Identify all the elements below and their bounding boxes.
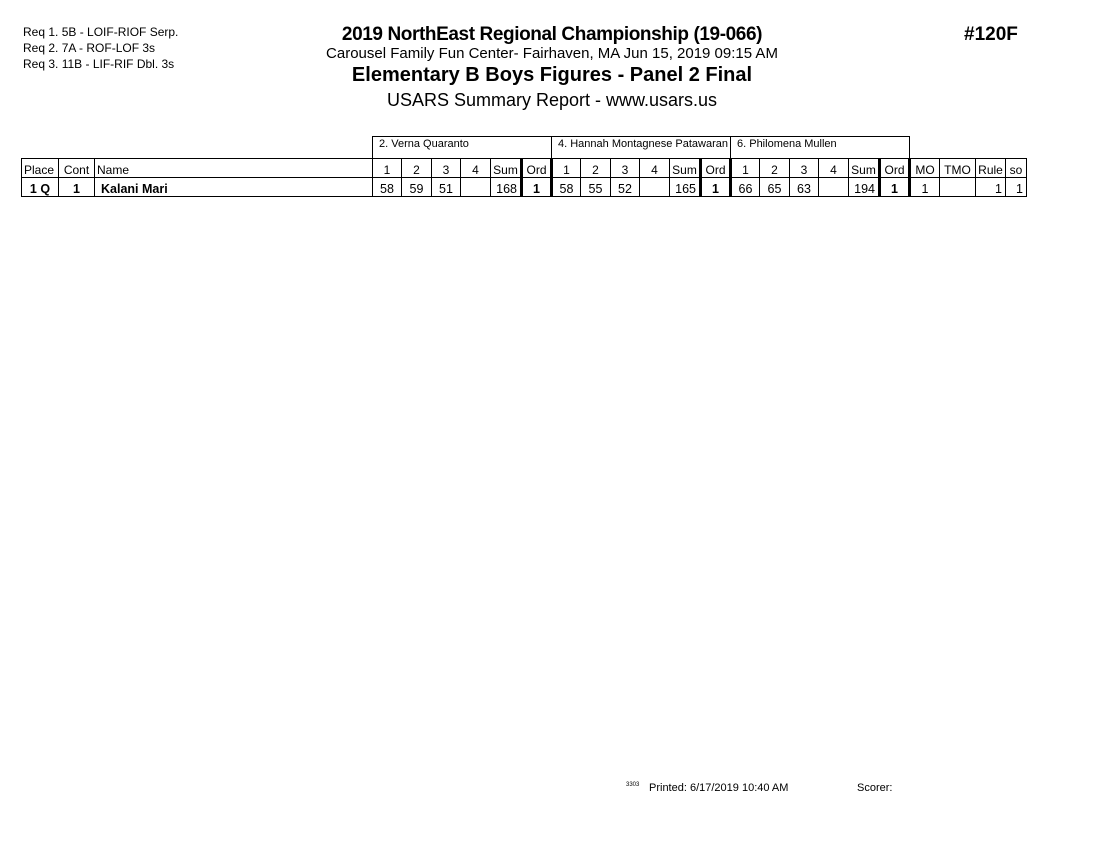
j1-ordinal: 1 bbox=[522, 178, 552, 197]
col-tmo: TMO bbox=[940, 159, 976, 178]
column-header-row bbox=[22, 159, 1027, 178]
col-j1-4: 4 bbox=[461, 159, 491, 178]
j1-sum: 168 bbox=[491, 178, 522, 197]
col-j1-1: 1 bbox=[373, 159, 402, 178]
col-j2-4: 4 bbox=[640, 159, 670, 178]
col-rule: Rule bbox=[976, 159, 1006, 178]
j2-score-2: 55 bbox=[581, 178, 611, 197]
mo-cell: 1 bbox=[910, 178, 940, 197]
j3-sum: 194 bbox=[849, 178, 880, 197]
col-name: Name bbox=[95, 159, 373, 178]
col-j3-ord: Ord bbox=[880, 159, 910, 178]
printed-timestamp: Printed: 6/17/2019 10:40 AM bbox=[649, 782, 789, 794]
col-place: Place bbox=[22, 159, 59, 178]
col-j2-1: 1 bbox=[552, 159, 581, 178]
tmo-cell bbox=[940, 178, 976, 197]
skater-name: Kalani Mari bbox=[95, 178, 373, 197]
j2-score-4 bbox=[640, 178, 670, 197]
report-title: USARS Summary Report - www.usars.us bbox=[386, 90, 718, 110]
col-j2-ord: Ord bbox=[701, 159, 731, 178]
col-j2-3: 3 bbox=[611, 159, 640, 178]
col-j2-sum: Sum bbox=[670, 159, 701, 178]
col-j3-1: 1 bbox=[731, 159, 760, 178]
panel-judge-1: 2. Verna Quaranto bbox=[373, 137, 552, 159]
col-mo: MO bbox=[910, 159, 940, 178]
footer-code: 3303 bbox=[626, 782, 640, 788]
col-j1-sum: Sum bbox=[491, 159, 522, 178]
j2-ordinal: 1 bbox=[701, 178, 731, 197]
j3-score-2: 65 bbox=[760, 178, 790, 197]
col-j3-2: 2 bbox=[760, 159, 790, 178]
col-cont: Cont bbox=[59, 159, 95, 178]
j2-score-1: 58 bbox=[552, 178, 581, 197]
j3-score-3: 63 bbox=[790, 178, 819, 197]
col-j1-ord: Ord bbox=[522, 159, 552, 178]
j2-score-3: 52 bbox=[611, 178, 640, 197]
j2-sum: 165 bbox=[670, 178, 701, 197]
j1-score-1: 58 bbox=[373, 178, 402, 197]
panel-judge-3: 6. Philomena Mullen bbox=[731, 137, 910, 159]
venue-date: Carousel Family Fun Center- Fairhaven, MA Jun 15, 2019 09:15 AM bbox=[326, 45, 778, 62]
requirement-2: Req 2. 7A - ROF-LOF 3s bbox=[23, 41, 156, 55]
j1-score-2: 59 bbox=[402, 178, 432, 197]
table-row bbox=[22, 178, 1027, 197]
j1-score-3: 51 bbox=[432, 178, 461, 197]
scorer-label: Scorer: bbox=[857, 782, 893, 794]
competition-title: 2019 NorthEast Regional Championship (19-066) bbox=[341, 24, 763, 45]
col-j3-sum: Sum bbox=[849, 159, 880, 178]
event-title: Elementary B Boys Figures - Panel 2 Final bbox=[351, 64, 753, 86]
results-table bbox=[21, 136, 1027, 197]
place-cell: 1 Q bbox=[22, 178, 59, 197]
j3-score-1: 66 bbox=[731, 178, 760, 197]
col-j1-2: 2 bbox=[402, 159, 432, 178]
j1-score-4 bbox=[461, 178, 491, 197]
col-j3-3: 3 bbox=[790, 159, 819, 178]
requirement-1: Req 1. 5B - LOIF-RIOF Serp. bbox=[23, 25, 179, 39]
col-j1-3: 3 bbox=[432, 159, 461, 178]
event-number: #120F bbox=[964, 24, 1018, 45]
col-j3-4: 4 bbox=[819, 159, 849, 178]
col-so: so bbox=[1006, 159, 1027, 178]
rule-cell: 1 bbox=[976, 178, 1006, 197]
j3-ordinal: 1 bbox=[880, 178, 910, 197]
requirement-3: Req 3. 11B - LIF-RIF Dbl. 3s bbox=[23, 57, 175, 71]
panel-judge-2: 4. Hannah Montagnese Patawaran bbox=[552, 137, 731, 159]
cont-cell: 1 bbox=[59, 178, 95, 197]
so-cell: 1 bbox=[1006, 178, 1027, 197]
j3-score-4 bbox=[819, 178, 849, 197]
col-j2-2: 2 bbox=[581, 159, 611, 178]
